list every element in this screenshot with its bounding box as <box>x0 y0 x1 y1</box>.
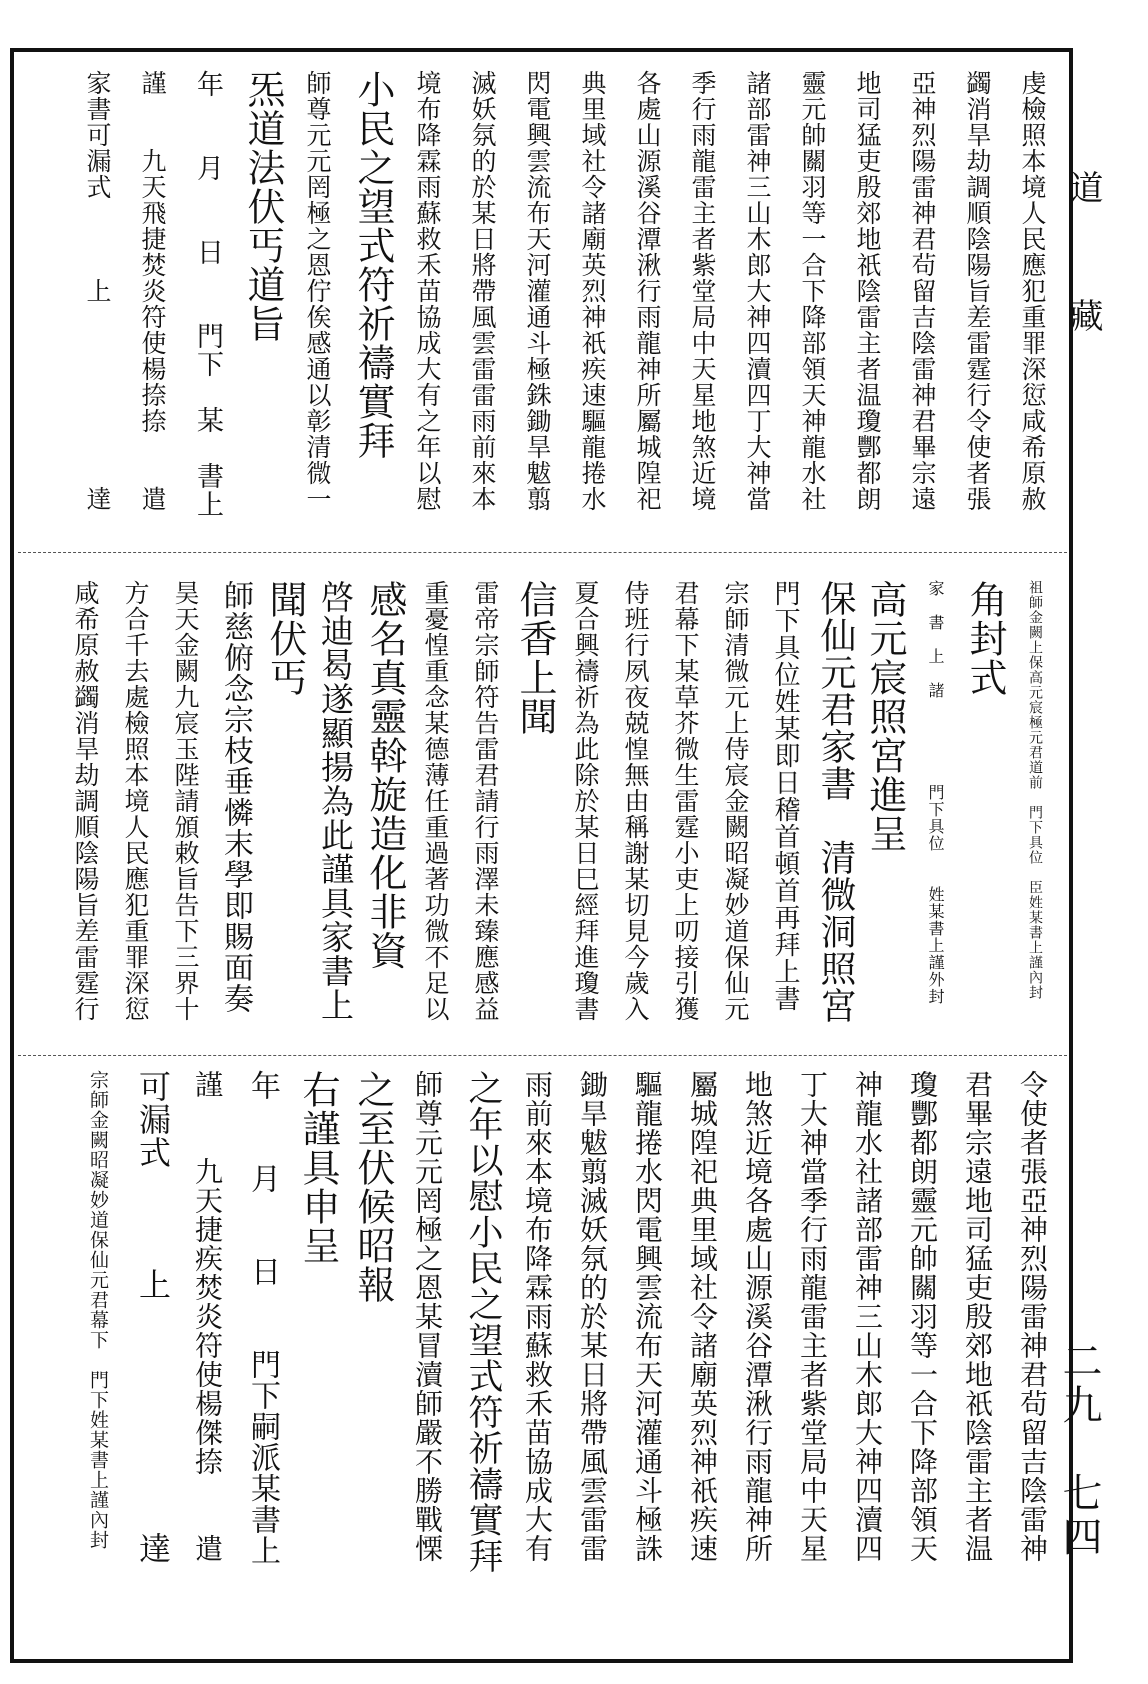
text-column: 謹 九天捷疾焚炎符使楊傑捺 遣 <box>191 1070 224 1563</box>
text-column: 謹 九天飛捷焚炎符使楊捺捺 遣 <box>138 70 167 512</box>
text-column: 年 月 日 門下嗣派某書上 <box>245 1070 280 1566</box>
text-column: 夏合興禱祈為此除於某日巳經拜進瓊書 <box>571 580 600 1022</box>
side-header: 道 藏 <box>1063 170 1103 362</box>
text-column: 閃電興雲流布天河灌通斗極銖鋤旱魃翦 <box>523 70 552 512</box>
text-column: 炁道法伏丐道旨 <box>241 70 285 343</box>
text-panel-middle <box>60 580 1060 1040</box>
text-column: 可漏式 上 達 <box>134 1070 172 1565</box>
text-panel-top <box>60 70 1060 540</box>
text-column: 雷帝宗師符告雷君請行雨澤未臻應感益 <box>471 580 500 1022</box>
text-column: 驅龍捲水閃電興雲流布天河灌通斗極誅 <box>631 1070 664 1563</box>
text-column: 令使者張亞神烈陽雷神君茍留吉陰雷神 <box>1016 1070 1049 1563</box>
text-panel-bottom <box>60 1070 1060 1590</box>
text-column: 小民之望式符祈禱實拜 <box>351 70 395 460</box>
text-column: 滅妖氛的於某日將帶風雲雷雷雨前來本 <box>468 70 497 512</box>
text-column: 重憂惶重念某德薄任重過著功微不足以 <box>421 580 450 1022</box>
text-column: 屬城隍祀典里域社令諸廟英烈神祇疾速 <box>686 1070 719 1563</box>
text-column: 啓迪曷遂顯揚為此謹具家書上 <box>316 580 355 1022</box>
text-column: 感名真靈斡旋造化非資 <box>363 580 407 970</box>
text-column: 年 月 日 門下 某 書上 <box>192 70 223 518</box>
text-column: 咸希原赦蠲消旱劫調順陰陽旨差雷霆行 <box>71 580 100 1022</box>
text-column: 之年以慰小民之望式符祈禱實拜 <box>463 1070 503 1574</box>
text-column: 師尊元元罔極之恩某冒瀆師嚴不勝戰慄 <box>411 1070 444 1563</box>
text-column: 君幕下某草芥微生雷霆小吏上叨接引獲 <box>671 580 700 1022</box>
text-column: 家書可漏式 上 達 <box>83 70 112 512</box>
text-column: 虔檢照本境人民應犯重罪深愆咸希原赦 <box>1018 70 1047 512</box>
text-column: 師慈俯念宗枝垂憐末學即賜面奏 <box>218 580 253 1014</box>
text-column: 靈元帥關羽等一合下降部領天神龍水社 <box>798 70 827 512</box>
text-column: 祖師金闕上保高元宸極元君道前 門下具位 臣姓某書上謹內封 <box>1027 580 1043 1000</box>
text-column: 季行雨龍雷主者紫堂局中天星地煞近境 <box>688 70 717 512</box>
text-column: 蠲消旱劫調順陰陽旨差雷霆行令使者張 <box>963 70 992 512</box>
text-column: 角封式 <box>963 580 1007 697</box>
text-column: 境布降霖雨蘇救禾苗協成大有之年以慰 <box>413 70 442 512</box>
text-column: 諸部雷神三山木郎大神四瀆四丁大神當 <box>743 70 772 512</box>
page-number: 二九 七四 <box>1056 1340 1102 1560</box>
text-column: 高元宸照宮進呈 <box>863 580 907 853</box>
text-column: 右謹具申呈 <box>296 1070 340 1265</box>
text-column: 亞神烈陽雷神君茍留吉陰雷神君畢宗遠 <box>908 70 937 512</box>
text-column: 地煞近境各處山源溪谷潭湫行雨龍神所 <box>741 1070 774 1563</box>
text-column: 保仙元君家書 清微洞照宮 <box>815 580 856 1024</box>
text-column: 地司猛吏殷郊地祇陰雷主者温瓊酆都朗 <box>853 70 882 512</box>
text-column: 鋤旱魃翦滅妖氛的於某日將帶風雲雷雷 <box>576 1070 609 1563</box>
text-column: 之至伏候昭報 <box>351 1070 395 1304</box>
text-column: 宗師金闕昭凝妙道保仙元君幕下 門下姓某書上謹內封 <box>87 1070 109 1550</box>
text-column: 丁大神當季行雨龍雷主者紫堂局中天星 <box>796 1070 829 1563</box>
text-column: 門下具位姓某即日稽首頓首再拜上書 <box>770 580 800 1012</box>
text-column: 侍班行夙夜兢惶無由稱謝某切見今歲入 <box>621 580 650 1022</box>
text-column: 瓊酆都朗靈元帥關羽等一合下降部領天 <box>906 1070 939 1563</box>
text-column: 師尊元元罔極之恩佇俟感通以彰清微一 <box>303 70 332 512</box>
text-column: 各處山源溪谷潭湫行雨龍神所屬城隍祀 <box>633 70 662 512</box>
panel-divider-2 <box>18 1055 1067 1056</box>
text-column: 雨前來本境布降霖雨蘇救禾苗協成大有 <box>521 1070 554 1563</box>
text-column: 家 書 上 諸 門下具位 姓某書上謹外封 <box>926 580 945 1005</box>
text-column: 神龍水社諸部雷神三山木郎大神四瀆四 <box>851 1070 884 1563</box>
text-column: 信香上聞 <box>513 580 557 736</box>
panel-divider-1 <box>18 552 1067 553</box>
text-column: 典里域社令諸廟英烈神祇疾速驅龍捲水 <box>578 70 607 512</box>
text-column: 聞伏丐 <box>263 580 307 697</box>
text-column: 君畢宗遠地司猛吏殷郊地祇陰雷主者温 <box>961 1070 994 1563</box>
text-column: 昊天金闕九宸玉陛請頒敕旨告下三界十 <box>171 580 200 1022</box>
text-column: 宗師清微元上侍宸金闕昭凝妙道保仙元 <box>721 580 750 1022</box>
text-column: 方合千去處檢照本境人民應犯重罪深愆 <box>121 580 150 1022</box>
